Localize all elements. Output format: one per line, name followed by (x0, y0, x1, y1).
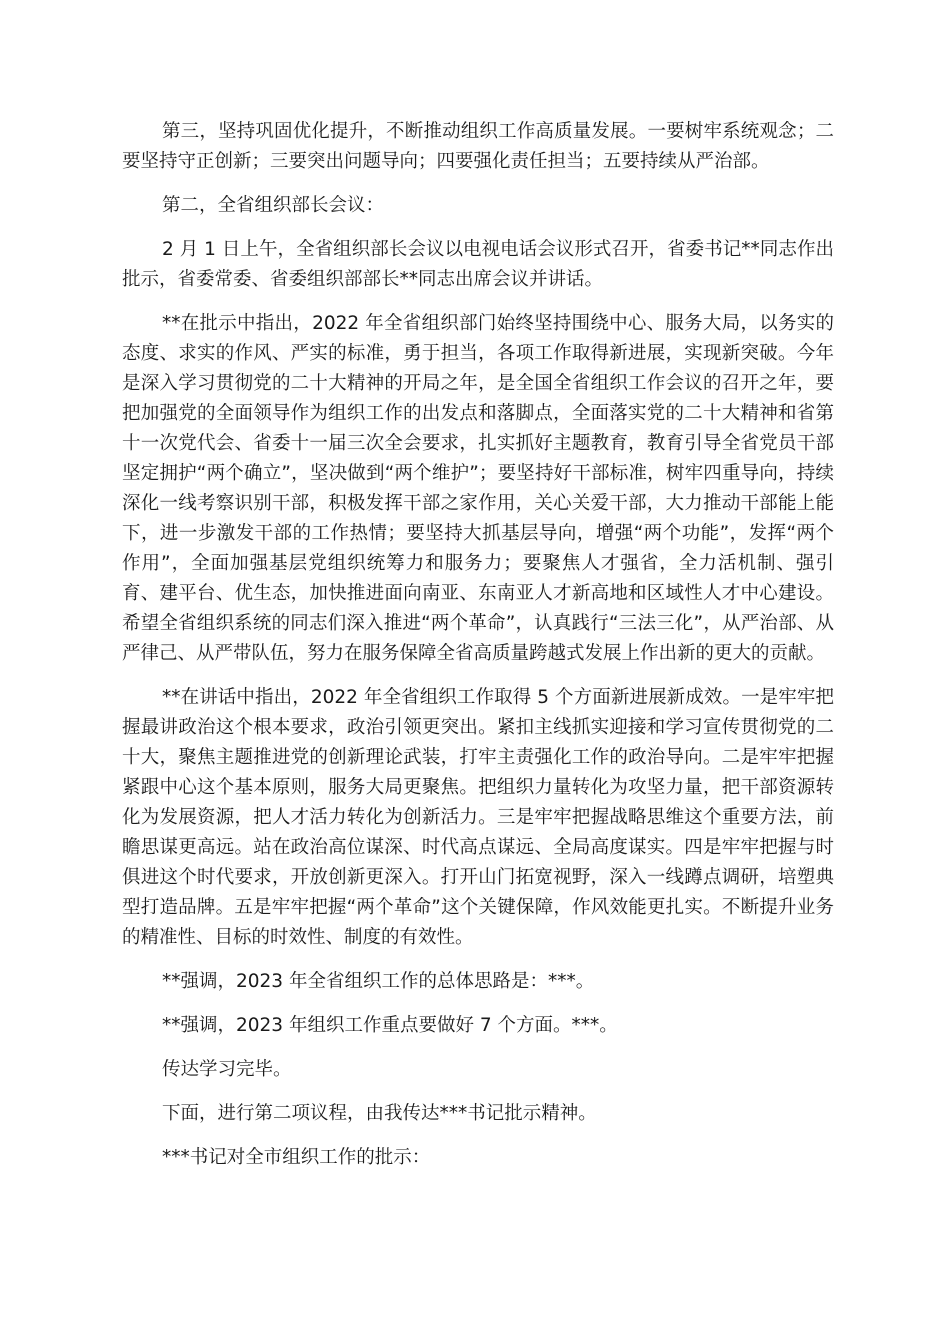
paragraph-overall-approach: **强调，2023 年全省组织工作的总体思路是：***。 (162, 971, 595, 992)
document-body (122, 117, 834, 1187)
paragraph-instructions: **在批示中指出，2022 年全省组织部门始终坚持围绕中心、服务大局，以务实的态度、求实的作风、严实的标准，勇于担当，各项工作取得新进展，实现新突破。今年是深入学习贯彻党的二十大精神的开局之年，是全国全省组织工作会议的召开之年，要把加强党的全面领导作为组织工作的出发点和落脚点，全面落实党的二十大精神和省第十一次党代会、省委十一届三次全会要求，扎实抓好主题教育，教育引导全省党员干部坚定拥护“两个确立”，坚决做到“两个维护”；要坚持好干部标准，树牢四重导向，持续深化一线考察识别干部，积极发挥干部之家作用，关心关爱干部，大力推动干部能上能下，进一步激发干部的工作热情；要坚持大抓基层导向，增强“两个功能”，发挥“两个作用”，全面加强基层党组织统筹力和服务力；要聚焦人才强省，全力活机制、强引育、建平台、优生态，加快推进面向南亚、东南亚人才新高地和区域性人才中心建设。希望全省组织系统的同志们深入推进“两个革命”，认真践行“三法三化”，从严治部、从严律己、从严带队伍，努力在服务保障全省高质量跨越式发展上作出新的更大的贡献。 (122, 313, 834, 664)
paragraph-key-priorities: **强调，2023 年组织工作重点要做好 7 个方面。***。 (162, 1015, 618, 1036)
paragraph-secretary-instructions: ***书记对全市组织工作的批示： (162, 1147, 431, 1168)
paragraph-third-point: 第三，坚持巩固优化提升，不断推动组织工作高质量发展。一要树牢系统观念；二要坚持守正创新；三要突出问题导向；四要强化责任担当；五要持续从严治部。 (122, 121, 834, 172)
paragraph-meeting-intro: 2 月 1 日上午，全省组织部长会议以电视电话会议形式召开，省委书记**同志作出批示，省委常委、省委组织部部长**同志出席会议并讲话。 (122, 239, 834, 290)
paragraph-section-heading: 第二，全省组织部长会议： (162, 195, 385, 216)
paragraph-next-agenda: 下面，进行第二项议程，由我传达***书记批示精神。 (162, 1103, 597, 1124)
paragraph-study-complete: 传达学习完毕。 (162, 1059, 292, 1080)
paragraph-speech: **在讲话中指出，2022 年全省组织工作取得 5 个方面新进展新成效。一是牢牢把握最讲政治这个根本要求，政治引领更突出。紧扣主线抓实迎接和学习宣传贯彻党的二十大，聚焦主题推进党的创新理论武装，打牢主责强化工作的政治导向。二是牢牢把握紧跟中心这个基本原则，服务大局更聚焦。把组织力量转化为攻坚力量，把干部资源转化为发展资源，把人才活力转化为创新活力。三是牢牢把握战略思维这个重要方法，前瞻思谋更高远。站在政治高位谋深、时代高点谋远、全局高度谋实。四是牢牢把握与时俱进这个时代要求，开放创新更深入。打开山门拓宽视野，深入一线蹲点调研，培塑典型打造品牌。五是牢牢把握“两个革命”这个关键保障，作风效能更扎实。不断提升业务的精准性、目标的时效性、制度的有效性。 (122, 687, 834, 948)
